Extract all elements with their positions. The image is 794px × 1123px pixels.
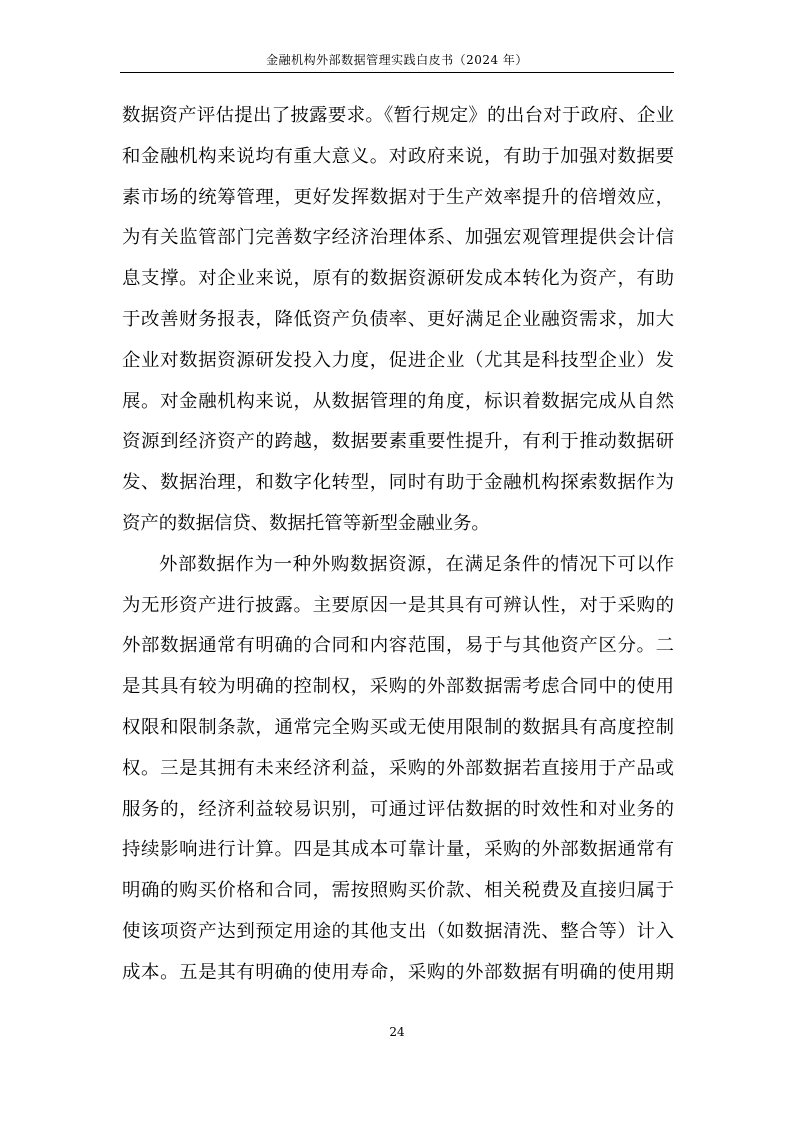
text-line: 息支撑。对企业来说，原有的数据资源研发成本转化为资产，有助 (122, 268, 674, 290)
text-line: 于改善财务报表，降低资产负债率、更好满足企业融资需求，加大 (122, 308, 674, 330)
text-line: 外部数据作为一种外购数据资源，在满足条件的情况下可以作 (159, 553, 674, 575)
text-line: 是其具有较为明确的控制权，采购的外部数据需考虑合同中的使用 (122, 676, 674, 698)
text-line: 资源到经济资产的跨越，数据要素重要性提升，有利于推动数据研 (122, 431, 674, 453)
text-line: 明确的购买价格和合同，需按照购买价款、相关税费及直接归属于 (122, 880, 674, 902)
text-line: 权。三是其拥有未来经济利益，采购的外部数据若直接用于产品或 (122, 757, 674, 779)
text-line: 权限和限制条款，通常完全购买或无使用限制的数据具有高度控制 (122, 716, 674, 738)
running-header: 金融机构外部数据管理实践白皮书（2024 年） (266, 53, 528, 67)
text-line: 资产的数据信贷、数据托管等新型金融业务。 (122, 512, 490, 534)
paragraph-data-asset-significance (122, 96, 674, 545)
page-number: 24 (389, 1025, 405, 1039)
body-text (122, 96, 674, 994)
paragraph-external-data-intangible-asset (122, 545, 674, 994)
text-line: 服务的，经济利益较易识别，可通过评估数据的时效性和对业务的 (122, 798, 674, 820)
text-line: 为有关监管部门完善数字经济治理体系、加强宏观管理提供会计信 (122, 227, 674, 249)
text-line: 素市场的统筹管理，更好发挥数据对于生产效率提升的倍增效应， (122, 186, 674, 208)
text-line: 使该项资产达到预定用途的其他支出（如数据清洗、整合等）计入 (122, 920, 674, 942)
text-line: 展。对金融机构来说，从数据管理的角度，标识着数据完成从自然 (122, 390, 674, 412)
text-line: 发、数据治理，和数字化转型，同时有助于金融机构探索数据作为 (122, 472, 674, 494)
text-line: 成本。五是其有明确的使用寿命，采购的外部数据有明确的使用期 (122, 961, 674, 983)
header-rule (120, 72, 674, 73)
text-line: 数据资产评估提出了披露要求。《暂行规定》的出台对于政府、企业 (122, 105, 674, 126)
text-line: 和金融机构来说均有重大意义。对政府来说，有助于加强对数据要 (122, 145, 674, 167)
text-line: 企业对数据资源研发投入力度，促进企业（尤其是科技型企业）发 (122, 349, 674, 371)
text-line: 为无形资产进行披露。主要原因一是其具有可辨认性，对于采购的 (122, 594, 674, 616)
text-line: 外部数据通常有明确的合同和内容范围，易于与其他资产区分。二 (122, 635, 674, 657)
text-line: 持续影响进行计算。四是其成本可靠计量，采购的外部数据通常有 (122, 839, 674, 861)
